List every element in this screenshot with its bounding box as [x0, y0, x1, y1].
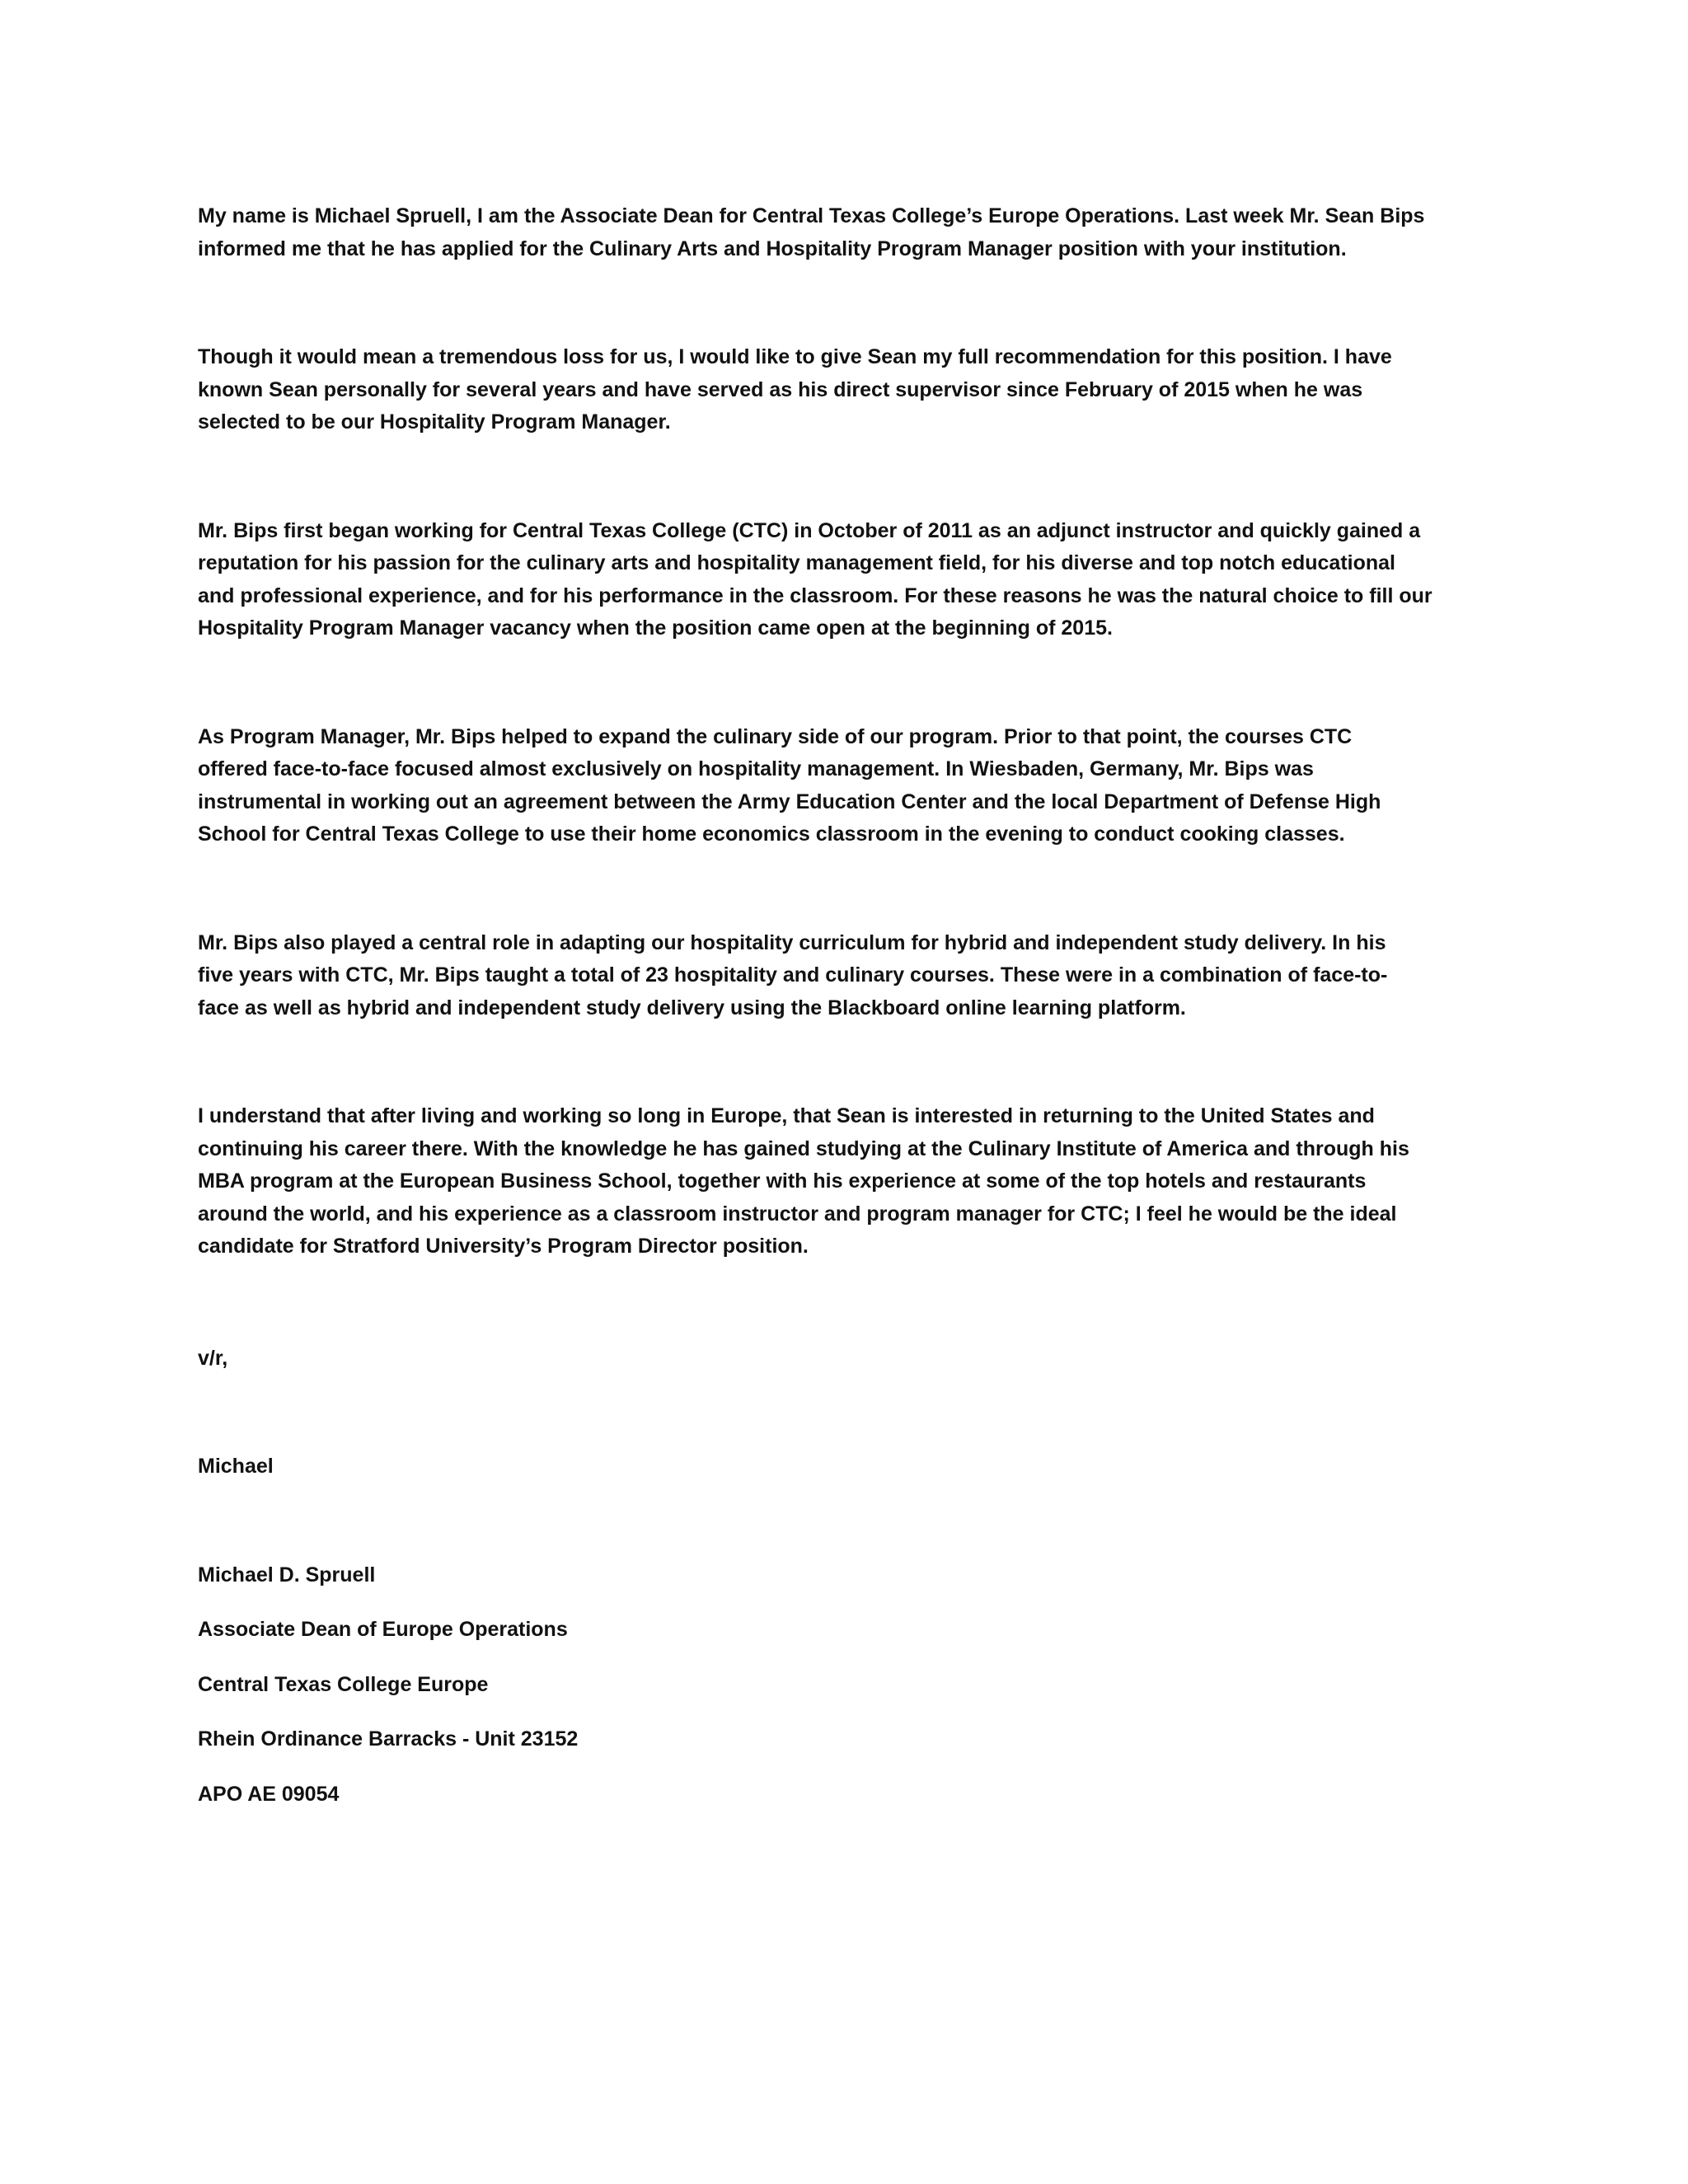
signature-full-name: Michael D. Spruell: [198, 1563, 376, 1586]
paragraph-conclusion: I understand that after living and working so long in Europe, that Sean is interested in returning to the United States and continuing his career there. With the knowledge he has gained studying at the Culinary Institute of America and through his MBA program at the European Business School, together with his experience at some of the top hotels and restaurants around the world, and his experience as a classroom instructor and program manager for CTC; I feel he would be the ideal candidate for Stratford University’s Program Director position.: [198, 1104, 1409, 1258]
signature-title: Associate Dean of Europe Operations: [198, 1618, 568, 1641]
paragraph-program-manager: As Program Manager, Mr. Bips helped to expand the culinary side of our program. Prior to that point, the courses CTC offered face-to-face focused almost exclusively on hospitality management. In Wiesbaden, Germany, Mr. Bips was instrumental in working out an agreement between the Army Education Center and the local Department of Defense High School for Central Texas College to use their home economics classroom in the evening to conduct cooking classes.: [198, 724, 1381, 846]
paragraph-introduction: My name is Michael Spruell, I am the Associate Dean for Central Texas College’s Europe Operations. Last week Mr. Sean Bips informed me that he has applied for the Culinary Arts and Hospitality Program Manager position with your institution.: [198, 204, 1425, 260]
letter-body: [198, 200, 1500, 1833]
signature-organization: Central Texas College Europe: [198, 1672, 489, 1696]
signature-block: [198, 1559, 1500, 1811]
paragraph-curriculum: Mr. Bips also played a central role in adapting our hospitality curriculum for hybrid and independent study delivery. In his five years with CTC, Mr. Bips taught a total of 23 hospitality and culinary courses. These were in a combination of face-to- face as well as hybrid and independent study delivery using the Blackboard online learning platform.: [198, 930, 1388, 1019]
paragraph-recommendation: Though it would mean a tremendous loss for us, I would like to give Sean my full recommendation for this position. I have known Sean personally for several years and have served as his direct supervisor since February of 2015 when he was selected to be our Hospitality Program Manager.: [198, 345, 1392, 434]
signature-first-name: Michael: [198, 1455, 274, 1478]
paragraph-employment-history: Mr. Bips first began working for Central Texas College (CTC) in October of 2011 as an adjunct instructor and quickly gained a reputation for his passion for the culinary arts and hospitality management field, for his diverse and top notch educational and professional experience, and for his performance in the classroom. For these reasons he was the natural choice to fill our Hospitality Program Manager vacancy when the position came open at the beginning of 2015.: [198, 518, 1432, 640]
signature-address-line: Rhein Ordinance Barracks - Unit 23152: [198, 1727, 579, 1750]
closing-salutation: v/r,: [198, 1346, 228, 1370]
signature-postal-code: APO AE 09054: [198, 1782, 340, 1806]
